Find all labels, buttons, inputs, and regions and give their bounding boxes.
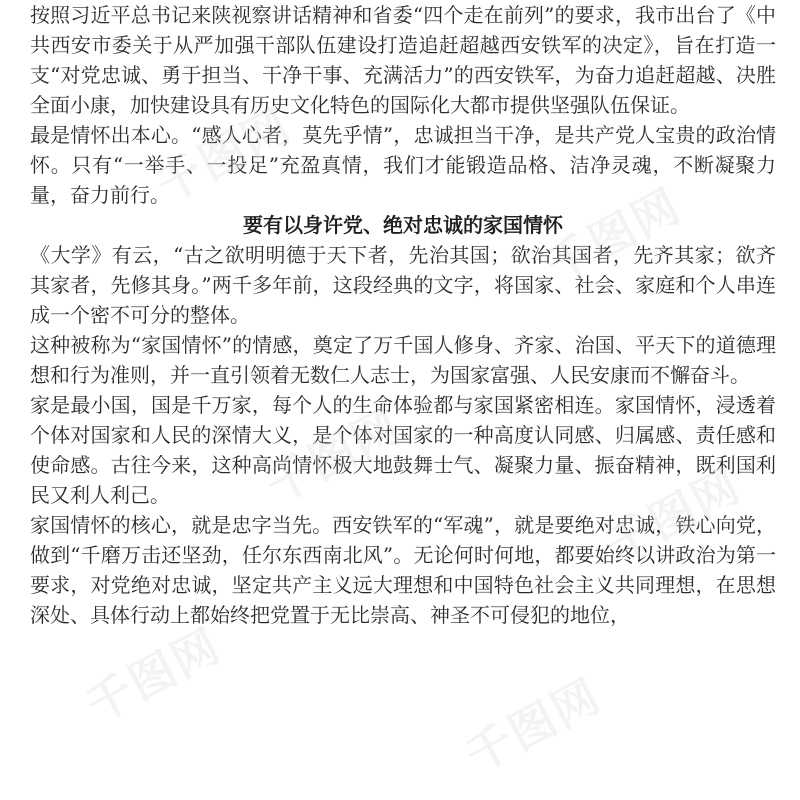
watermark-logo: 千图网 [597, 458, 750, 574]
watermark-logo: 千图网 [257, 398, 410, 514]
paragraph-intro: 按照习近平总书记来陕视察讲话精神和省委“四个走在前列”的要求，我市出台了《中共西安市委关于从严加强干部队伍建设打造追赶超越西安铁军的决定》，旨在打造一支“对党忠诚、勇于担当、干净干事、充满活力”的西安铁军，为奋力追赶超越、决胜全面小康，加快建设具有历史文化特色的国际化大都市提供坚强队伍保证。 [30, 3, 776, 117]
paragraph-sentiment: 最是情怀出本心。“感人心者，莫先乎情”，忠诚担当干净，是共产党人宝贵的政治情怀。只有“一举手、一投足”充盈真情，我们才能锻造品格、洁净灵魂，不断凝聚力量，奋力前行。 [30, 123, 776, 207]
paragraph-family-nation: 这种被称为“家国情怀”的情感，奠定了万千国人修身、齐家、治国、平天下的道德理想和行为准则，并一直引领着无数仁人志士，为国家富强、人民安康而不懈奋斗。 [30, 333, 776, 387]
document-page [30, 0, 776, 630]
watermark-logo: 千图网 [147, 98, 300, 214]
watermark-logo: 千图网 [457, 668, 610, 784]
paragraph-home-country: 家是最小国，国是千万家，每个人的生命体验都与家国紧密相连。家国情怀，浸透着个体对国家和人民的深情大义，是个体对国家的一种高度认同感、归属感、责任感和使命感。古往今来，这种高尚情怀极大地鼓舞士气、凝聚力量、振奋精神，既利国利民又利人利己。 [30, 393, 776, 507]
section-heading: 要有以身许党、绝对忠诚的家国情怀 [243, 213, 563, 237]
watermark-logo: 千图网 [77, 618, 230, 734]
paragraph-daxue-quote: 《大学》有云，“古之欲明明德于天下者，先治其国；欲治其国者，先齐其家；欲齐其家者，先修其身。”两千多年前，这段经典的文字，将国家、社会、家庭和个人串连成一个密不可分的整体。 [30, 243, 776, 327]
watermark-logo: 千图网 [537, 178, 690, 294]
paragraph-loyalty-core: 家国情怀的核心，就是忠字当先。西安铁军的“军魂”，就是要绝对忠诚，铁心向党，做到“千磨万击还坚劲，任尔东西南北风”。无论何时何地，都要始终以讲政治为第一要求，对党绝对忠诚，坚定共产主义远大理想和中国特色社会主义共同理想，在思想深处、具体行动上都始终把党置于无比崇高、神圣不可侵犯的地位， [30, 513, 776, 627]
